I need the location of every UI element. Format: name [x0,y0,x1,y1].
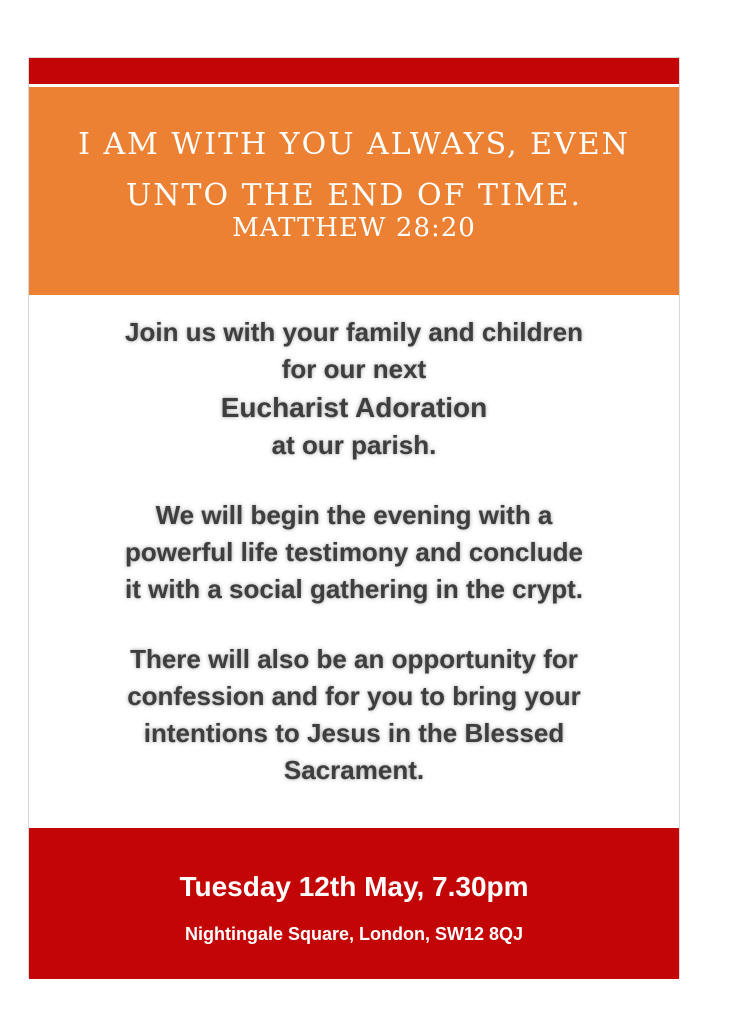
paragraph-1-line-2: powerful life testimony and conclude [125,537,583,567]
verse-line-1: I AM WITH YOU ALWAYS, EVEN [78,127,630,162]
invitation-body [29,314,679,789]
verse-text [29,119,679,221]
event-details-banner [29,828,679,979]
event-date-time: Tuesday 12th May, 7.30pm [179,871,529,902]
paragraph-2-line-4: Sacrament. [283,755,425,785]
event-name: Eucharist Adoration [220,392,488,423]
paragraph-2-line-2: confession and for you to bring your [127,681,581,711]
event-address: Nightingale Square, London, SW12 8QJ [184,924,524,944]
invitation-line-1: Join us with your family and children [125,317,583,347]
invitation-line-3: at our parish. [271,430,437,460]
verse-line-2: UNTO THE END OF TIME. [126,178,582,213]
poster [28,57,680,978]
verse-banner [29,87,679,295]
paragraph-2-line-3: intentions to Jesus in the Blessed [143,718,565,748]
paragraph-testimony [29,497,679,608]
verse-reference: MATTHEW 28:20 [232,213,476,243]
top-red-bar [29,58,679,84]
paragraph-2-line-1: There will also be an opportunity for [130,644,578,674]
paragraph-1-line-3: it with a social gathering in the crypt. [125,574,583,604]
paragraph-1-line-1: We will begin the evening with a [155,500,553,530]
paragraph-confession [29,641,679,789]
invitation-line-2: for our next [281,354,427,384]
